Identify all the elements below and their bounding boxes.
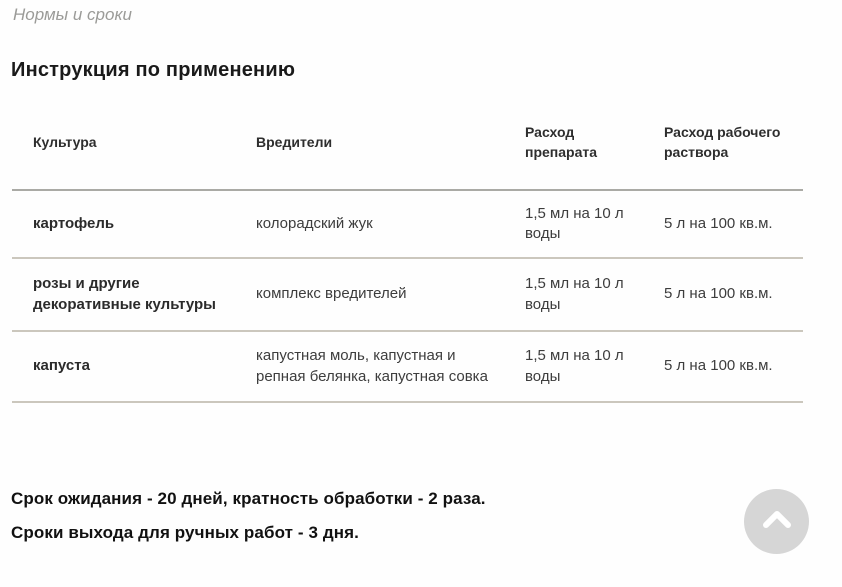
column-header-solution: Расход рабочего раствора [643, 95, 803, 190]
manual-work-note: Сроки выхода для ручных работ - 3 дня. [11, 523, 359, 542]
culture-cell: картофель [33, 214, 115, 232]
dose-cell: 1,5 мл на 10 л воды [525, 347, 624, 385]
table-row [12, 331, 803, 402]
column-header-pests: Вредители [235, 95, 504, 190]
table-header [12, 95, 803, 190]
culture-cell: розы и другие декоративные культуры [33, 275, 216, 313]
column-header-dose: Расход препарата [504, 95, 643, 190]
section-tab-normy-i-sroki[interactable]: Нормы и сроки [13, 5, 132, 24]
table-row [12, 190, 803, 258]
solution-cell: 5 л на 100 кв.м. [664, 214, 773, 232]
pests-cell: колорадский жук [256, 214, 373, 232]
table-row [12, 258, 803, 331]
culture-cell: капуста [33, 357, 90, 375]
dose-cell: 1,5 мл на 10 л воды [525, 275, 624, 313]
dose-cell: 1,5 мл на 10 л воды [525, 204, 624, 242]
page-title: Инструкция по применению [11, 59, 296, 81]
scroll-to-top-button[interactable] [744, 489, 809, 554]
pests-cell: комплекс вредителей [256, 285, 407, 303]
solution-cell: 5 л на 100 кв.м. [664, 357, 773, 375]
column-header-culture: Культура [12, 95, 235, 190]
notes-block [11, 489, 486, 557]
pests-cell: капустная моль, капустная и репная белянка, капустная совка [256, 347, 488, 385]
table-header-row [12, 95, 803, 190]
chevron-up-icon [758, 512, 796, 532]
waiting-period-note: Срок ожидания - 20 дней, кратность обработки - 2 раза. [11, 489, 486, 508]
instruction-table [12, 95, 803, 403]
solution-cell: 5 л на 100 кв.м. [664, 285, 773, 303]
